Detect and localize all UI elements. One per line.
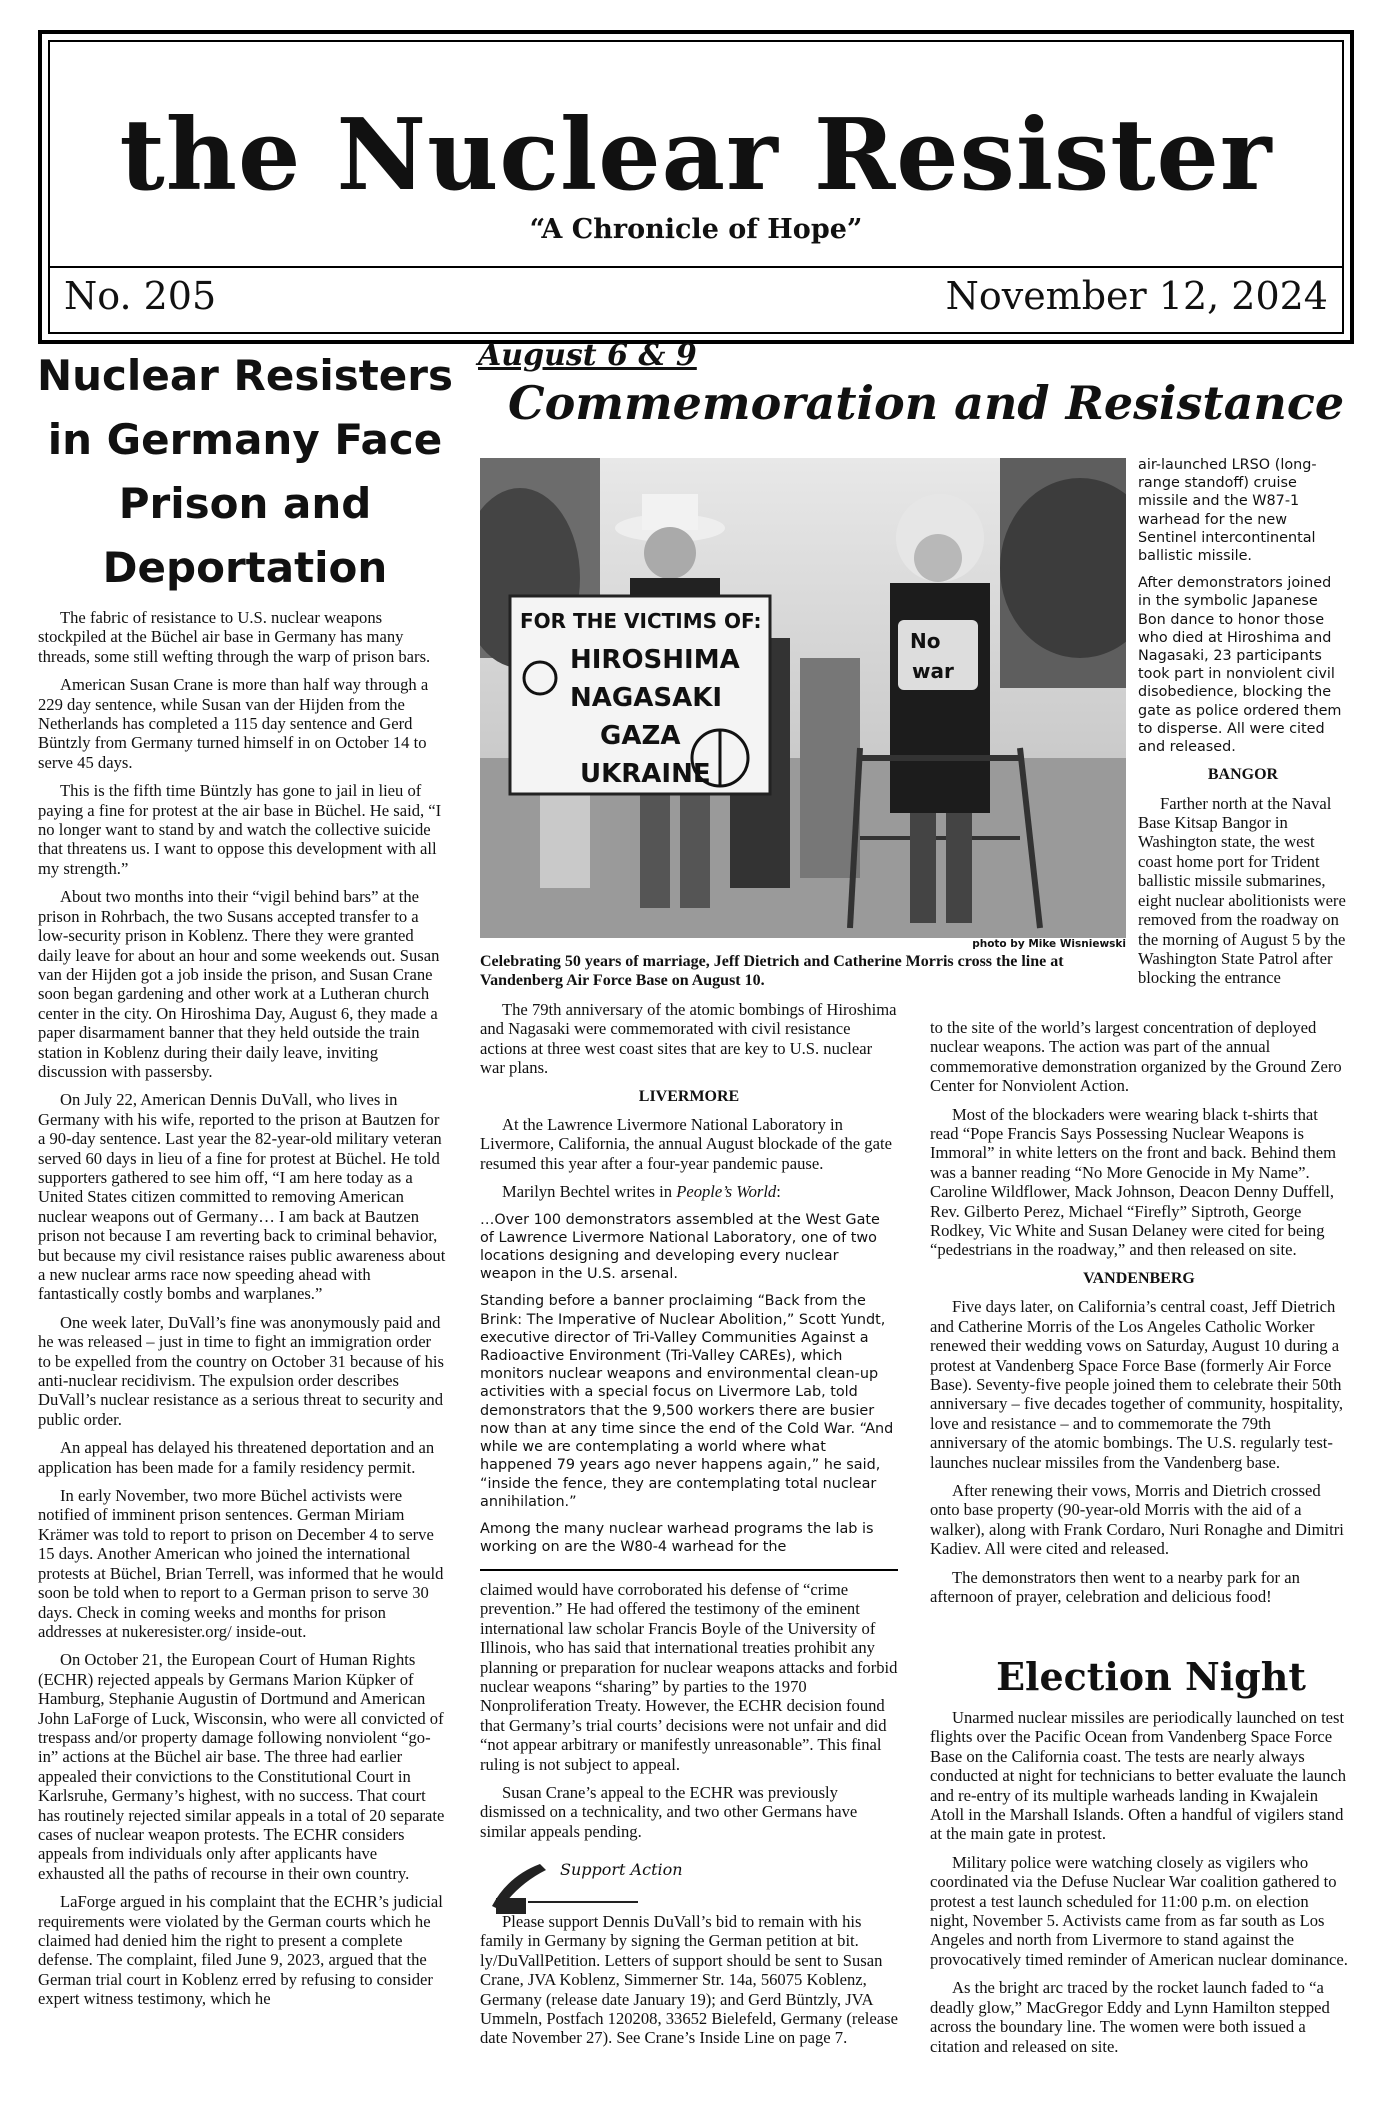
left-article-body bbox=[38, 608, 446, 2018]
livermore-subhead: LIVERMORE bbox=[638, 1087, 740, 1105]
column-divider bbox=[480, 1569, 898, 1571]
livermore-paragraph: At the Lawrence Livermore National Laboratory in Livermore, California, the annual August blockade of the gate resumed this year after a four-year pandemic pause. bbox=[480, 1115, 892, 1173]
livermore-quote-continued: After demonstrators joined in the symbolic Japanese Bon dance to honor those who died at Hiroshima and Nagasaki, 23 participants took part in nonviolent civil disobedience, blocking the gate as police ordered them to disperse. All were cited and released. bbox=[1138, 575, 1342, 756]
main-intro: The 79th anniversary of the atomic bombings of Hiroshima and Nagasaki were commemorated with civil resistance actions at three west coast sites that are key to U.S. nuclear war plans. bbox=[480, 1000, 897, 1078]
left-paragraph: On July 22, American Dennis DuVall, who lives in Germany with his wife, reported to the prison at Bautzen for a 90-day sentence. Last year the 82-year-old military veteran served 60 days in lieu of a fine for protest at Büchel. He told supporters gathered to see him off, “I am here today as a United States citizen committed to removing American nuclear weapons out of Germany… I am back at Bautzen prison not because I am reverting back to criminal behavior, but because my civil resistance raises public awareness about a new nuclear arms race now speeding ahead with fantastically costly bombs and warplanes.” bbox=[38, 1090, 446, 1304]
bangor-paragraph-continued: to the site of the world’s largest concentration of deployed nuclear weapons. The action was part of the annual commemorative demonstration organized by the Ground Zero Center for Nonviolent Action. bbox=[930, 1018, 1342, 1096]
livermore-quote-continued: air-launched LRSO (long-range standoff) cruise missile and the W87-1 warhead for the new Sentinel intercontinental ballistic missile. bbox=[1138, 457, 1317, 565]
left-article-continuation bbox=[480, 1580, 898, 1850]
election-paragraph: As the bright arc traced by the rocket launch faded to “a deadly glow,” MacGregor Eddy and Lynn Hamilton stepped across the boundary line. The women were both issued a citation and released on site. bbox=[930, 1978, 1330, 2056]
shirt-text: war bbox=[912, 659, 954, 683]
news-photo bbox=[480, 458, 1126, 938]
left-paragraph: This is the fifth time Büntzly has gone to jail in lieu of paying a fine for protest at the air base in Büchel. He said, “I no longer want to stand by and watch the collective suicide that threatens us. I want to oppose this development with all my strength.” bbox=[38, 781, 442, 878]
support-action-label: Support Action bbox=[560, 1860, 683, 1879]
issue-date: November 12, 2024 bbox=[945, 274, 1328, 318]
livermore-quote: Standing before a banner proclaiming “Back from the Brink: The Imperative of Nuclear Abolition,” Scott Yundt, executive director of Tri-Valley Communities Against a Radioactive Environment (Tri-Valley CAREs), which monitors nuclear weapons and environmental clean-up activities with a special focus on Livermore Lab, told demonstrators that the 9,500 workers there are busier now than at any time since the end of the Cold War. “And while we are contemplating a world where what happened 79 years ago never happens again,” he said, “inside the fence, they are contemplating total nuclear annihilation.” bbox=[480, 1293, 894, 1510]
newspaper-title: the Nuclear Resister bbox=[119, 98, 1273, 213]
left-paragraph: In early November, two more Büchel activists were notified of imminent prison sentences. German Miriam Krämer was told to report to prison on December 4 to serve 15 days. Another American who joined the international protests at Büchel, Brian Terrell, was informed that he would soon be told when to report to a German prison to serve 30 days. Check in coming weeks and months for prison addresses at nukeresister.org/ inside-out. bbox=[38, 1486, 444, 1641]
left-paragraph: American Susan Crane is more than half way through a 229 day sentence, while Susan van der Hijden from the Netherlands has completed a 115 day sentence and Gerd Büntzly from Germany turned himself in on October 14 to serve 45 days. bbox=[38, 675, 429, 772]
right-narrow-column bbox=[1138, 456, 1348, 997]
newspaper-tagline: “A Chronicle of Hope” bbox=[529, 214, 863, 245]
election-paragraph: Military police were watching closely as vigilers who coordinated via the Defuse Nuclear War coalition gathered to protest a test launch scheduled for 11:00 p.m. on election night, November 5. Activists came from as far south as Los Angeles and north from Livermore to stand against the provocatively timed reminder of American nuclear dominance. bbox=[930, 1852, 1348, 1969]
photo-illustration bbox=[480, 458, 1126, 938]
left-paragraph: An appeal has delayed his threatened deportation and an application has been made for a family residency permit. bbox=[38, 1438, 435, 1477]
main-kicker: August 6 & 9 bbox=[478, 338, 697, 373]
support-action-paragraph: Please support Dennis DuVall’s bid to remain with his family in Germany by signing the German petition at bit. ly/DuVallPetition. Letters of support should be sent to Susan Crane, JVA Koblenz, Simmerner Str. 14a, 56075 Koblenz, Germany (release date January 19); and Gerd Büntzly, JVA Ummeln, Postfach 120208, 33652 Bielefeld, Germany (release date November 27). See Crane’s Inside Line on page 7. bbox=[480, 1912, 898, 2048]
livermore-intro-text: Marilyn Bechtel writes in bbox=[502, 1182, 677, 1202]
election-paragraph: Unarmed nuclear missiles are periodically launched on test flights over the Pacific Ocean from Vandenberg Space Force Base on the California coast. The tests are nearly always conducted at night for technicians to better evaluate the launch and re-entry of its multiple warheads landing in Kwajalein Atoll in the Marshall Islands. Often a handful of vigilers stand at the main gate in protest. bbox=[930, 1708, 1347, 1844]
issue-number: No. 205 bbox=[64, 274, 217, 318]
vandenberg-paragraph: The demonstrators then went to a nearby park for an afternoon of prayer, celebration and delicious food! bbox=[930, 1567, 1300, 1606]
left-paragraph: On October 21, the European Court of Human Rights (ECHR) rejected appeals by Germans Marion Küpker of Hamburg, Stephanie Augustin of Dortmund and American John LaForge of Luck, Wisconsin, who were all convicted of trespass and/or property damage following nonviolent “go-in” actions at the Büchel air base. The three had earlier appealed their convictions to the Constitutional Court in Karlsruhe, Germany’s highest, with no success. That court has routinely rejected similar appeals in a total of 20 separate cases of nuclear weapon protests. The ECHR considers appeals from individuals only after applicants have exhausted all the paths of recourse in their own country. bbox=[38, 1650, 445, 1883]
left-paragraph: About two months into their “vigil behind bars” at the prison in Rohrbach, the two Susans accepted transfer to a low-security prison in Koblenz. There they were granted daily leave for about an hour and some weekends out. Susan van der Hijden got a job inside the prison, and Susan Crane soon began gardening and other work at a Lutheran church center in the city. On Hiroshima Day, August 6, they made a paper disarmament banner that they held outside the train station in Koblenz during their daily leave, inviting discussion with passersby. bbox=[38, 887, 440, 1081]
sign-line: UKRAINE bbox=[580, 759, 711, 789]
vandenberg-subhead: VANDENBERG bbox=[1083, 1269, 1195, 1287]
left-paragraph: The fabric of resistance to U.S. nuclear weapons stockpiled at the Büchel air base in Germany has many threads, some still wefting through the warp of prison bars. bbox=[38, 608, 431, 666]
bangor-paragraph: Most of the blockaders were wearing black t-shirts that read “Pope Francis Says Possessing Nuclear Weapons is Immoral” in white letters on the front and back. Behind them was a banner reading “No More Genocide in My Name”. Caroline Wildflower, Mack Johnson, Deacon Denny Duffell, Rev. Gilberto Perez, Michael “Firefly” Siptroth, George Rodkey, Vic White and Susan Delaney were cited for being “pedestrians in the roadway,” and then released on site. bbox=[930, 1104, 1336, 1260]
left-paragraph: LaForge argued in his complaint that the ECHR’s judicial requirements were violated by the German courts which he claimed had denied him the right to present a complete defense. The complaint, filed June 9, 2023, argued that the German trial court in Koblenz erred by refusing to consider expert witness testimony, which he bbox=[38, 1892, 443, 2009]
vandenberg-paragraph: After renewing their vows, Morris and Dietrich crossed onto base property (90-year-old Morris with the aid of a walker), along with Frank Cordaro, Nuri Ronaghe and Dimitri Kadiev. All were cited and released. bbox=[930, 1480, 1344, 1559]
sign-line: GAZA bbox=[600, 721, 681, 751]
support-action-body bbox=[480, 1912, 898, 2057]
livermore-quote: Among the many nuclear warhead programs the lab is working on are the W80-4 warhead for the bbox=[480, 1520, 874, 1556]
continuation-paragraph: Susan Crane’s appeal to the ECHR was previously dismissed on a technicality, and two other Germans have similar appeals pending. bbox=[480, 1783, 858, 1841]
sign-line: HIROSHIMA bbox=[570, 645, 740, 675]
masthead-frame bbox=[48, 40, 1344, 334]
masthead bbox=[38, 30, 1354, 344]
continuation-paragraph: claimed would have corroborated his defense of “crime prevention.” He had offered the testimony of the eminent international law scholar Francis Boyle of the University of Illinois, who has said that international treaties prohibit any planning or preparation for nuclear weapons attacks and forbid nuclear weapons “sharing” by parties to the 1970 Nonproliferation Treaty. However, the ECHR decision found that Germany’s trial courts’ decisions were not unfair and did “not appear arbitrary or manifestly unreasonable”. This final ruling is not subject to appeal. bbox=[480, 1580, 898, 1774]
livermore-paragraph bbox=[480, 1182, 898, 1201]
publication-name: People’s World bbox=[676, 1182, 777, 1202]
election-headline: Election Night bbox=[996, 1654, 1306, 1699]
livermore-intro-colon: : bbox=[776, 1182, 781, 1202]
right-article-column bbox=[930, 1018, 1348, 1615]
main-article-column bbox=[480, 1000, 898, 1565]
photo-credit: photo by Mike Wisniewski bbox=[972, 938, 1126, 950]
photo-caption: Celebrating 50 years of marriage, Jeff Dietrich and Catherine Morris cross the line at Vandenberg Air Force Base on August 10. bbox=[480, 953, 1064, 989]
vandenberg-paragraph: Five days later, on California’s central coast, Jeff Dietrich and Catherine Morris of the Los Angeles Catholic Worker renewed their wedding vows on Saturday, August 10 during a protest at Vandenberg Space Force Base (formerly Air Force Base). Seventy-five people joined them to celebrate their 50th anniversary – five decades together of community, hospitality, love and resistance – and to commemorate the 79th anniversary of the atomic bombings. The U.S. regularly test-launches nuclear missiles from the Vandenberg base. bbox=[930, 1297, 1344, 1472]
left-headline: Nuclear Resisters in Germany Face Prison and Deportation bbox=[36, 351, 453, 592]
livermore-quote: …Over 100 demonstrators assembled at the West Gate of Lawrence Livermore National Laboratory, one of two locations designing and developing every nuclear weapon in the U.S. arsenal. bbox=[480, 1211, 880, 1283]
sign-line: NAGASAKI bbox=[570, 683, 723, 713]
bangor-subhead: BANGOR bbox=[1207, 766, 1279, 784]
shirt-text: No bbox=[910, 629, 941, 653]
masthead-divider bbox=[50, 266, 1342, 268]
left-paragraph: One week later, DuVall’s fine was anonymously paid and he was released – just in time to fight an immigration order to be expelled from the country on October 31 because of his anti-nuclear recidivism. The expulsion order describes DuVall’s nuclear resistance as a serious threat to security and public order. bbox=[38, 1312, 444, 1429]
main-headline: Commemoration and Resistance bbox=[508, 376, 1345, 430]
election-article-body bbox=[930, 1708, 1348, 2065]
sign-line: FOR THE VICTIMS OF: bbox=[520, 609, 762, 633]
bangor-paragraph: Farther north at the Naval Base Kitsap Bangor in Washington state, the west coast home port for Trident ballistic missile submarines, eight nuclear abolitionists were removed from the roadway on the morning of August 5 by the Washington State Patrol after blocking the entrance bbox=[1138, 793, 1346, 988]
